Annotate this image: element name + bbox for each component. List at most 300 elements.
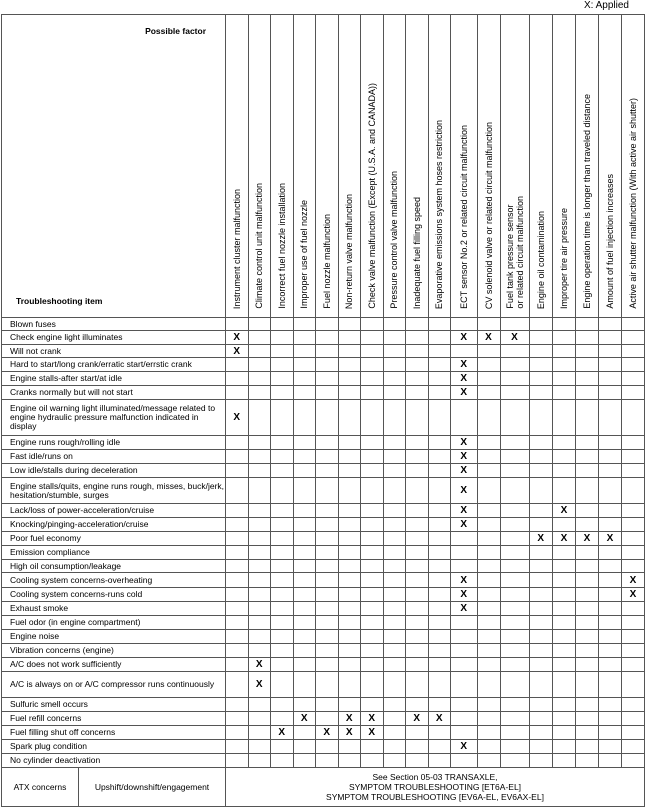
factor-cell <box>248 532 271 546</box>
factor-cell <box>576 464 599 478</box>
troubleshooting-item: Will not crank <box>2 345 226 358</box>
factor-cell <box>226 478 249 504</box>
factor-cell <box>316 712 339 726</box>
factor-cell <box>406 573 429 588</box>
factor-cell <box>316 616 339 630</box>
factor-header-5 <box>338 15 361 318</box>
factor-cell <box>361 616 384 630</box>
factor-cell <box>406 358 429 372</box>
factor-label: Check valve malfunction (Except (U.S.A. and CANADA)) <box>366 83 377 309</box>
applied-mark: X <box>529 532 553 546</box>
factor-label: Improper use of fuel nozzle <box>299 200 310 309</box>
factor-label: CV solenoid valve or related circuit malfunction <box>483 121 494 309</box>
factor-cell <box>576 726 599 740</box>
factor-cell <box>599 698 622 712</box>
factor-cell <box>500 450 529 464</box>
factor-cell <box>361 478 384 504</box>
factor-cell <box>500 400 529 436</box>
factor-cell <box>451 318 478 331</box>
factor-cell <box>361 358 384 372</box>
factor-cell <box>406 318 429 331</box>
factor-cell <box>226 560 249 573</box>
factor-cell <box>338 331 361 345</box>
factor-cell <box>271 331 294 345</box>
factor-cell <box>477 450 500 464</box>
factor-cell <box>500 602 529 616</box>
factor-cell <box>451 616 478 630</box>
factor-cell <box>622 740 645 754</box>
applied-mark: X <box>451 478 478 504</box>
factor-cell <box>361 436 384 450</box>
factor-cell <box>622 518 645 532</box>
possible-factor-label: Possible factor <box>145 26 206 36</box>
factor-cell <box>338 630 361 644</box>
factor-cell <box>406 740 429 754</box>
factor-cell <box>553 400 576 436</box>
factor-cell <box>406 345 429 358</box>
table-row <box>2 602 645 616</box>
factor-cell <box>451 546 478 560</box>
factor-cell <box>293 616 316 630</box>
troubleshooting-item: Fast idle/runs on <box>2 450 226 464</box>
factor-cell <box>529 464 553 478</box>
factor-cell <box>271 644 294 658</box>
factor-cell <box>451 726 478 740</box>
table-row <box>2 386 645 400</box>
header-row <box>2 15 645 318</box>
factor-cell <box>226 372 249 386</box>
factor-cell <box>529 478 553 504</box>
troubleshooting-item: Engine stalls/quits, engine runs rough, misses, buck/jerk, hesitation/stumble, surges <box>2 478 226 504</box>
factor-cell <box>622 602 645 616</box>
factor-cell <box>529 698 553 712</box>
factor-label: Non-return valve malfunction <box>344 193 355 309</box>
factor-cell <box>599 712 622 726</box>
factor-cell <box>576 672 599 698</box>
factor-cell <box>622 372 645 386</box>
factor-cell <box>226 588 249 602</box>
factor-cell <box>500 546 529 560</box>
factor-cell <box>500 644 529 658</box>
applied-mark: X <box>451 386 478 400</box>
factor-cell <box>622 560 645 573</box>
factor-cell <box>383 345 406 358</box>
factor-cell <box>271 450 294 464</box>
factor-cell <box>338 386 361 400</box>
factor-cell <box>500 573 529 588</box>
factor-cell <box>477 698 500 712</box>
factor-cell <box>361 658 384 672</box>
factor-cell <box>599 464 622 478</box>
factor-cell <box>622 546 645 560</box>
factor-cell <box>500 464 529 478</box>
factor-cell <box>451 400 478 436</box>
factor-cell <box>226 386 249 400</box>
factor-cell <box>361 386 384 400</box>
factor-header-15 <box>576 15 599 318</box>
troubleshooting-item: High oil consumption/leakage <box>2 560 226 573</box>
factor-cell <box>316 644 339 658</box>
applied-mark: X <box>226 400 249 436</box>
factor-cell <box>338 358 361 372</box>
factor-cell <box>316 345 339 358</box>
factor-cell <box>529 400 553 436</box>
factor-cell <box>271 358 294 372</box>
factor-cell <box>383 602 406 616</box>
factor-cell <box>406 560 429 573</box>
factor-cell <box>383 616 406 630</box>
factor-cell <box>451 644 478 658</box>
factor-cell <box>529 588 553 602</box>
factor-cell <box>500 712 529 726</box>
factor-cell <box>576 331 599 345</box>
table-row <box>2 573 645 588</box>
factor-cell <box>316 602 339 616</box>
footer-category <box>2 768 226 807</box>
factor-cell <box>226 358 249 372</box>
factor-cell <box>271 372 294 386</box>
factor-cell <box>500 532 529 546</box>
factor-cell <box>293 754 316 768</box>
table-row <box>2 372 645 386</box>
factor-cell <box>248 450 271 464</box>
applied-mark: X <box>451 331 478 345</box>
factor-cell <box>316 331 339 345</box>
factor-cell <box>622 644 645 658</box>
factor-cell <box>500 504 529 518</box>
factor-cell <box>338 616 361 630</box>
factor-cell <box>316 560 339 573</box>
table-row <box>2 616 645 630</box>
factor-cell <box>599 331 622 345</box>
applied-mark: X <box>451 436 478 450</box>
factor-cell <box>500 478 529 504</box>
troubleshooting-item-label: Troubleshooting item <box>16 296 103 306</box>
factor-cell <box>406 672 429 698</box>
factor-cell <box>477 712 500 726</box>
factor-cell <box>451 712 478 726</box>
factor-cell <box>248 712 271 726</box>
table-row <box>2 436 645 450</box>
factor-cell <box>477 386 500 400</box>
factor-cell <box>248 372 271 386</box>
factor-cell <box>293 331 316 345</box>
factor-cell <box>293 658 316 672</box>
factor-cell <box>406 436 429 450</box>
factor-cell <box>477 740 500 754</box>
factor-cell <box>428 616 451 630</box>
factor-cell <box>500 658 529 672</box>
factor-cell <box>477 754 500 768</box>
factor-cell <box>293 318 316 331</box>
factor-cell <box>576 754 599 768</box>
applied-mark: X <box>477 331 500 345</box>
factor-cell <box>361 644 384 658</box>
factor-cell <box>383 532 406 546</box>
factor-cell <box>576 588 599 602</box>
factor-cell <box>529 358 553 372</box>
factor-cell <box>477 345 500 358</box>
factor-cell <box>406 372 429 386</box>
factor-cell <box>599 345 622 358</box>
factor-cell <box>338 532 361 546</box>
factor-cell <box>338 318 361 331</box>
applied-mark: X <box>451 740 478 754</box>
factor-cell <box>477 573 500 588</box>
factor-cell <box>293 478 316 504</box>
factor-cell <box>248 358 271 372</box>
factor-cell <box>293 726 316 740</box>
factor-cell <box>477 478 500 504</box>
factor-header-10 <box>451 15 478 318</box>
factor-cell <box>553 546 576 560</box>
factor-cell <box>428 546 451 560</box>
factor-cell <box>529 712 553 726</box>
factor-label: Inadequate fuel filling speed <box>411 196 422 309</box>
factor-cell <box>553 450 576 464</box>
factor-cell <box>451 345 478 358</box>
factor-cell <box>553 630 576 644</box>
factor-cell <box>428 436 451 450</box>
factor-cell <box>361 450 384 464</box>
factor-cell <box>361 518 384 532</box>
factor-cell <box>622 386 645 400</box>
factor-cell <box>500 560 529 573</box>
factor-label: Climate control unit malfunction <box>254 183 265 309</box>
factor-cell <box>316 672 339 698</box>
factor-cell <box>383 318 406 331</box>
factor-cell <box>248 464 271 478</box>
table-row <box>2 318 645 331</box>
table-row <box>2 588 645 602</box>
footer-category-label: ATX concerns <box>2 768 79 806</box>
factor-cell <box>361 630 384 644</box>
applied-mark: X <box>576 532 599 546</box>
factor-cell <box>553 754 576 768</box>
factor-cell <box>622 698 645 712</box>
table-row <box>2 546 645 560</box>
factor-cell <box>338 372 361 386</box>
factor-cell <box>553 740 576 754</box>
factor-cell <box>383 560 406 573</box>
factor-label: ECT sensor No.2 or related circuit malfunction <box>458 125 469 309</box>
factor-cell <box>451 532 478 546</box>
factor-cell <box>293 532 316 546</box>
factor-cell <box>529 616 553 630</box>
factor-cell <box>622 658 645 672</box>
factor-cell <box>576 504 599 518</box>
factor-cell <box>428 588 451 602</box>
factor-cell <box>406 546 429 560</box>
applied-mark: X <box>248 672 271 698</box>
factor-cell <box>226 698 249 712</box>
factor-cell <box>477 464 500 478</box>
factor-cell <box>248 436 271 450</box>
factor-cell <box>338 658 361 672</box>
factor-cell <box>248 754 271 768</box>
factor-cell <box>383 698 406 712</box>
factor-cell <box>477 602 500 616</box>
factor-cell <box>406 400 429 436</box>
factor-cell <box>271 740 294 754</box>
factor-cell <box>500 318 529 331</box>
factor-cell <box>293 672 316 698</box>
factor-cell <box>576 560 599 573</box>
factor-cell <box>622 726 645 740</box>
factor-cell <box>226 712 249 726</box>
factor-cell <box>293 518 316 532</box>
factor-cell <box>406 698 429 712</box>
applied-mark: X <box>553 532 576 546</box>
factor-cell <box>622 630 645 644</box>
troubleshooting-item: Blown fuses <box>2 318 226 331</box>
factor-cell <box>599 644 622 658</box>
factor-cell <box>553 588 576 602</box>
factor-cell <box>271 630 294 644</box>
factor-cell <box>226 726 249 740</box>
factor-cell <box>553 345 576 358</box>
factor-cell <box>599 546 622 560</box>
factor-cell <box>576 546 599 560</box>
factor-cell <box>599 740 622 754</box>
factor-cell <box>226 644 249 658</box>
factor-cell <box>338 560 361 573</box>
factor-cell <box>226 464 249 478</box>
factor-cell <box>451 754 478 768</box>
troubleshooting-item: Fuel odor (in engine compartment) <box>2 616 226 630</box>
troubleshooting-item: Exhaust smoke <box>2 602 226 616</box>
applied-mark: X <box>361 726 384 740</box>
factor-cell <box>226 672 249 698</box>
factor-cell <box>553 464 576 478</box>
factor-cell <box>599 450 622 464</box>
table-row <box>2 345 645 358</box>
factor-cell <box>529 331 553 345</box>
factor-cell <box>553 602 576 616</box>
factor-cell <box>248 400 271 436</box>
factor-cell <box>576 518 599 532</box>
factor-cell <box>599 573 622 588</box>
factor-cell <box>529 754 553 768</box>
factor-cell <box>553 573 576 588</box>
factor-header-3 <box>293 15 316 318</box>
factor-cell <box>293 400 316 436</box>
factor-cell <box>271 602 294 616</box>
troubleshooting-item: Fuel refill concerns <box>2 712 226 726</box>
factor-cell <box>361 546 384 560</box>
applied-mark: X <box>451 372 478 386</box>
factor-cell <box>477 644 500 658</box>
factor-cell <box>477 588 500 602</box>
factor-cell <box>599 658 622 672</box>
factor-cell <box>248 345 271 358</box>
factor-cell <box>226 504 249 518</box>
factor-cell <box>406 588 429 602</box>
factor-cell <box>338 698 361 712</box>
factor-cell <box>293 345 316 358</box>
troubleshooting-item: No cylinder deactivation <box>2 754 226 768</box>
factor-cell <box>406 644 429 658</box>
factor-cell <box>500 386 529 400</box>
factor-cell <box>316 532 339 546</box>
factor-cell <box>622 318 645 331</box>
factor-cell <box>248 740 271 754</box>
factor-cell <box>553 658 576 672</box>
table-row <box>2 358 645 372</box>
troubleshooting-item: Cranks normally but will not start <box>2 386 226 400</box>
factor-cell <box>383 400 406 436</box>
factor-cell <box>271 518 294 532</box>
factor-cell <box>383 372 406 386</box>
factor-cell <box>576 602 599 616</box>
factor-cell <box>428 658 451 672</box>
factor-cell <box>599 588 622 602</box>
factor-cell <box>338 478 361 504</box>
factor-cell <box>271 754 294 768</box>
factor-cell <box>293 740 316 754</box>
troubleshooting-item: Engine oil warning light illuminated/message related to engine hydraulic pressure malfunction indicated in display <box>2 400 226 436</box>
troubleshooting-item: Hard to start/long crank/erratic start/errstic crank <box>2 358 226 372</box>
factor-cell <box>576 573 599 588</box>
factor-cell <box>361 318 384 331</box>
applied-mark: X <box>451 504 478 518</box>
factor-cell <box>361 588 384 602</box>
factor-cell <box>316 546 339 560</box>
table-row <box>2 560 645 573</box>
factor-cell <box>271 560 294 573</box>
factor-cell <box>226 518 249 532</box>
table-row <box>2 478 645 504</box>
factor-cell <box>271 464 294 478</box>
factor-cell <box>383 672 406 698</box>
applied-mark: X <box>622 588 645 602</box>
applied-mark: X <box>451 358 478 372</box>
factor-cell <box>599 400 622 436</box>
factor-cell <box>383 331 406 345</box>
factor-cell <box>226 318 249 331</box>
factor-cell <box>428 318 451 331</box>
factor-label: Fuel tank pressure sensor or related circuit malfunction <box>504 196 525 309</box>
table-row <box>2 726 645 740</box>
factor-cell <box>428 400 451 436</box>
factor-cell <box>406 478 429 504</box>
factor-cell <box>529 518 553 532</box>
applied-mark: X <box>428 712 451 726</box>
factor-cell <box>477 504 500 518</box>
header-corner-cell <box>2 15 226 318</box>
factor-cell <box>622 754 645 768</box>
factor-cell <box>406 726 429 740</box>
factor-cell <box>383 754 406 768</box>
factor-cell <box>477 726 500 740</box>
factor-cell <box>406 602 429 616</box>
factor-cell <box>500 740 529 754</box>
factor-cell <box>226 532 249 546</box>
factor-cell <box>500 588 529 602</box>
factor-cell <box>406 331 429 345</box>
factor-cell <box>361 400 384 436</box>
factor-cell <box>383 386 406 400</box>
factor-cell <box>293 464 316 478</box>
factor-cell <box>293 546 316 560</box>
factor-cell <box>529 672 553 698</box>
factor-cell <box>361 573 384 588</box>
factor-cell <box>529 450 553 464</box>
factor-cell <box>622 450 645 464</box>
factor-cell <box>383 712 406 726</box>
factor-cell <box>316 740 339 754</box>
factor-cell <box>477 532 500 546</box>
